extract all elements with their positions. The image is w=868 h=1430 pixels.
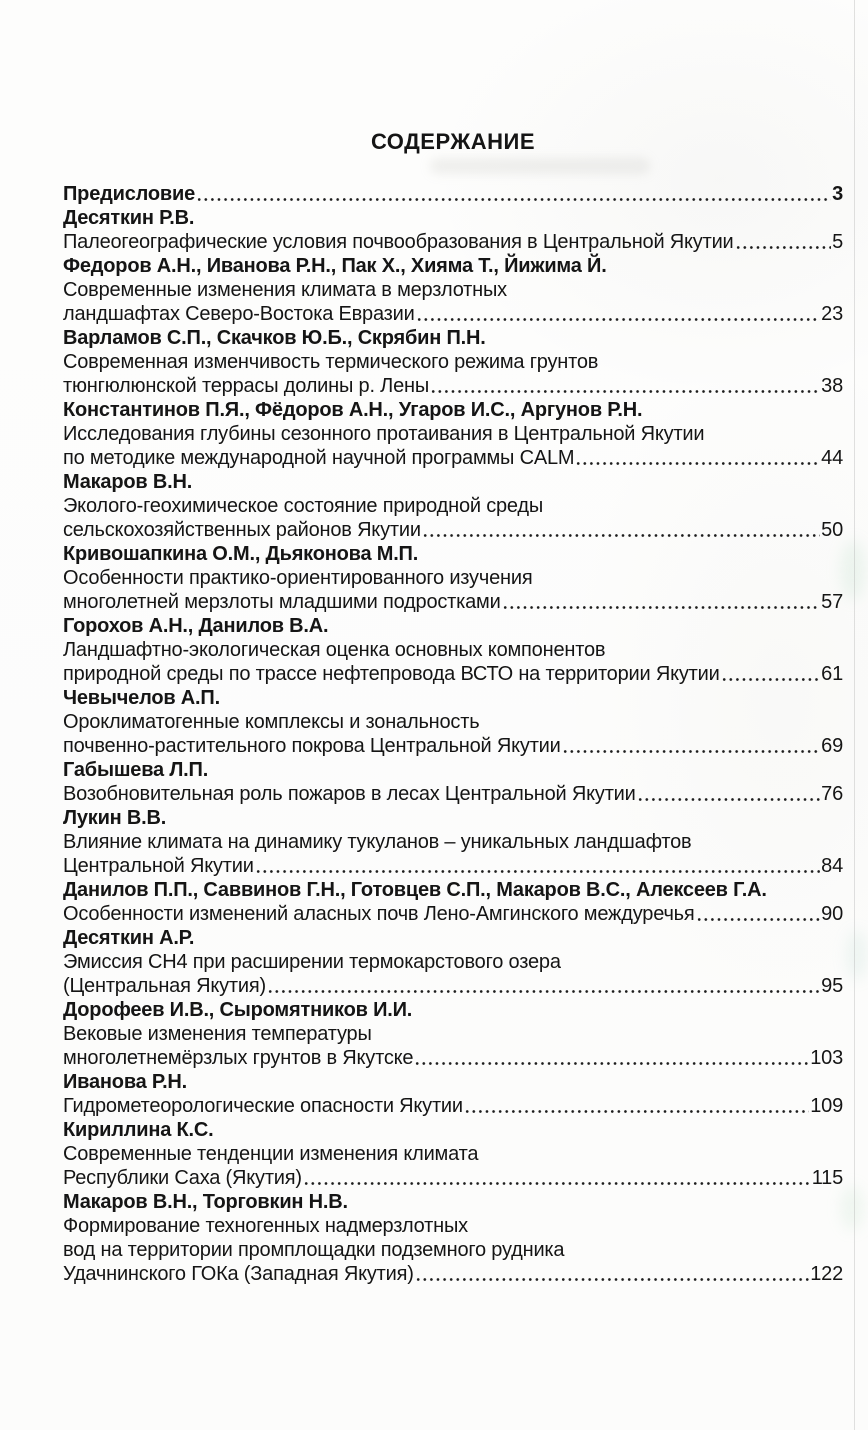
page-number: 95 xyxy=(821,975,843,997)
dot-leader xyxy=(736,245,832,250)
toc-author-line xyxy=(63,686,843,710)
toc-author-line xyxy=(63,470,843,494)
toc-title-line xyxy=(63,446,843,470)
page-number: 5 xyxy=(832,231,843,253)
toc-title-line xyxy=(63,1046,843,1070)
dot-leader xyxy=(416,1277,810,1282)
toc-text: Макаров В.Н., Торговкин Н.В. xyxy=(63,1191,348,1213)
page-number: 122 xyxy=(810,1263,843,1285)
toc-title-line xyxy=(63,902,843,926)
page-number: 50 xyxy=(821,519,843,541)
toc-text: Эколого-геохимическое состояние природной среды xyxy=(63,495,544,517)
dot-leader xyxy=(417,317,821,322)
page-number: 3 xyxy=(832,183,843,205)
toc-author-line xyxy=(63,1070,843,1094)
toc-author-line xyxy=(63,806,843,830)
toc-text: Вековые изменения температуры xyxy=(63,1023,372,1045)
page-number: 44 xyxy=(821,447,843,469)
page-number: 38 xyxy=(821,375,843,397)
toc-text: Особенности изменений аласных почв Лено-Амгинского междуречья xyxy=(63,903,695,925)
toc-author-line xyxy=(63,542,843,566)
dot-leader xyxy=(304,1181,811,1186)
toc-author-line xyxy=(63,1190,843,1214)
toc-title-line xyxy=(63,854,843,878)
dot-leader xyxy=(465,1109,809,1114)
toc-author-line xyxy=(63,998,843,1022)
toc-text: вод на территории промплощадки подземного рудника xyxy=(63,1239,565,1261)
toc-text: Современная изменчивость термического режима грунтов xyxy=(63,351,599,373)
page-number: 23 xyxy=(821,303,843,325)
toc-list xyxy=(63,182,843,1286)
toc-text: Предисловие xyxy=(63,183,195,205)
toc-title-line xyxy=(63,638,843,662)
toc-title-line xyxy=(63,710,843,734)
toc-title-line xyxy=(63,1214,843,1238)
toc-author-line xyxy=(63,206,843,230)
toc-title-line xyxy=(63,518,843,542)
toc-text: Ландшафтно-экологическая оценка основных компонентов xyxy=(63,639,606,661)
toc-author-line xyxy=(63,926,843,950)
page-number: 69 xyxy=(821,735,843,757)
toc-text: тюнгюлюнской террасы долины р. Лены xyxy=(63,375,430,397)
toc-title-line xyxy=(63,1238,843,1262)
page-number: 76 xyxy=(821,783,843,805)
dot-leader xyxy=(722,677,821,682)
toc-title-line xyxy=(63,302,843,326)
toc-author-line xyxy=(63,878,843,902)
toc-text: Дорофеев И.В., Сыромятников И.И. xyxy=(63,999,413,1021)
toc-text: Варламов С.П., Скачков Ю.Б., Скрябин П.Н. xyxy=(63,327,486,349)
toc-text: Кириллина К.С. xyxy=(63,1119,214,1141)
toc-author-line xyxy=(63,614,843,638)
toc-title-line xyxy=(63,422,843,446)
toc-author-line xyxy=(63,1118,843,1142)
toc-text: Удачнинского ГОКа (Западная Якутия) xyxy=(63,1263,414,1285)
toc-author-line xyxy=(63,326,843,350)
dot-leader xyxy=(503,605,821,610)
dot-leader xyxy=(256,869,820,874)
page-number: 90 xyxy=(821,903,843,925)
toc-text: Современные изменения климата в мерзлотных xyxy=(63,279,507,301)
toc-title-line xyxy=(63,350,843,374)
toc-text: Формирование техногенных надмерзлотных xyxy=(63,1215,468,1237)
scan-artifact xyxy=(430,158,650,174)
page-title: СОДЕРЖАНИЕ xyxy=(370,129,536,154)
dot-leader xyxy=(576,461,820,466)
toc-text: Исследования глубины сезонного протаивания в Центральной Якутии xyxy=(63,423,705,445)
toc-text: (Центральная Якутия) xyxy=(63,975,266,997)
toc-text: Влияние климата на динамику тукуланов – уникальных ландшафтов xyxy=(63,831,692,853)
toc-text: Чевычелов А.П. xyxy=(63,687,220,709)
toc-title-line xyxy=(63,974,843,998)
page-number: 57 xyxy=(821,591,843,613)
toc-text: Возобновительная роль пожаров в лесах Центральной Якутии xyxy=(63,783,636,805)
toc-text: Эмиссия СН4 при расширении термокарстового озера xyxy=(63,951,561,973)
toc-title-line xyxy=(63,230,843,254)
toc-title-line xyxy=(63,1022,843,1046)
page-number: 109 xyxy=(810,1095,843,1117)
toc-text: Десяткин А.Р. xyxy=(63,927,195,949)
toc-title-line xyxy=(63,494,843,518)
dot-leader xyxy=(431,389,820,394)
toc-author-line xyxy=(63,182,843,206)
toc-text: Константинов П.Я., Фёдоров А.Н., Угаров И.С., Аргунов Р.Н. xyxy=(63,399,643,421)
toc-title-line xyxy=(63,734,843,758)
toc-title-line xyxy=(63,662,843,686)
toc-text: Центральной Якутии xyxy=(63,855,254,877)
toc-text: Республики Саха (Якутия) xyxy=(63,1167,302,1189)
toc-title-line xyxy=(63,1094,843,1118)
toc-text: Габышева Л.П. xyxy=(63,759,209,781)
toc-text: Горохов А.Н., Данилов В.А. xyxy=(63,615,329,637)
dot-leader xyxy=(638,797,821,802)
toc-title-line xyxy=(63,830,843,854)
toc-text: многолетней мерзлоты младшими подростками xyxy=(63,591,501,613)
dot-leader xyxy=(423,533,820,538)
page-number: 103 xyxy=(810,1047,843,1069)
toc-text: Федоров А.Н., Иванова Р.Н., Пак Х., Хияма Т., Йижима Й. xyxy=(63,255,607,277)
toc-text: ландшафтах Северо-Востока Евразии xyxy=(63,303,415,325)
dot-leader xyxy=(563,749,821,754)
dot-leader xyxy=(697,917,821,922)
scan-artifact xyxy=(846,930,868,980)
toc-title-line xyxy=(63,950,843,974)
toc-title-line xyxy=(63,782,843,806)
toc-text: Данилов П.П., Саввинов Г.Н., Готовцев С.П., Макаров В.С., Алексеев Г.А. xyxy=(63,879,767,901)
toc-title-line xyxy=(63,278,843,302)
toc-author-line xyxy=(63,398,843,422)
page-number: 115 xyxy=(811,1167,843,1189)
toc-title-line xyxy=(63,374,843,398)
toc-title-line xyxy=(63,1142,843,1166)
page-number: 61 xyxy=(821,663,843,685)
toc-text: Палеогеографические условия почвообразования в Центральной Якутии xyxy=(63,231,734,253)
toc-text: почвенно-растительного покрова Центральной Якутии xyxy=(63,735,561,757)
scan-artifact xyxy=(840,1185,864,1231)
toc-text: Иванова Р.Н. xyxy=(63,1071,188,1093)
toc-text: Лукин В.В. xyxy=(63,807,167,829)
dot-leader xyxy=(268,989,820,994)
toc-author-line xyxy=(63,254,843,278)
toc-text: по методике международной научной программы CALM xyxy=(63,447,575,469)
dot-leader xyxy=(415,1061,809,1066)
toc-text: сельскохозяйственных районов Якутии xyxy=(63,519,421,541)
toc-title-line xyxy=(63,1262,843,1286)
toc-author-line xyxy=(63,758,843,782)
toc-text: природной среды по трассе нефтепровода ВСТО на территории Якутии xyxy=(63,663,720,685)
toc-text: Десяткин Р.В. xyxy=(63,207,195,229)
page-number: 84 xyxy=(821,855,843,877)
scan-artifact xyxy=(840,540,866,600)
scan-edge-artifact xyxy=(854,0,855,1430)
dot-leader xyxy=(197,197,831,202)
toc-text: многолетнемёрзлых грунтов в Якутске xyxy=(63,1047,414,1069)
toc-text: Особенности практико-ориентированного изучения xyxy=(63,567,533,589)
toc-title-line xyxy=(63,1166,843,1190)
toc-title-line xyxy=(63,566,843,590)
toc-text: Макаров В.Н. xyxy=(63,471,193,493)
toc-text: Гидрометеорологические опасности Якутии xyxy=(63,1095,463,1117)
toc-text: Кривошапкина О.М., Дьяконова М.П. xyxy=(63,543,419,565)
toc-text: Современные тенденции изменения климата xyxy=(63,1143,479,1165)
toc-title-line xyxy=(63,590,843,614)
toc-text: Ороклиматогенные комплексы и зональность xyxy=(63,711,480,733)
